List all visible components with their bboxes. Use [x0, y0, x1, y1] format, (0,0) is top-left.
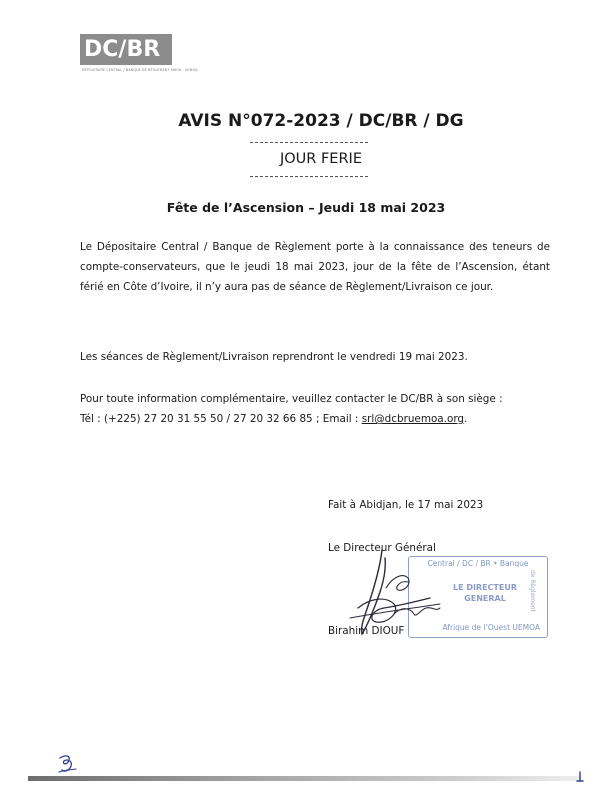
stamp-center-line1: LE DIRECTEUR [452, 583, 518, 592]
contact-details [80, 409, 550, 429]
logo-tagline: DÉPOSITAIRE CENTRAL / BANQUE DE RÈGLEMENT UMOA · UEMOA [82, 68, 198, 72]
handwritten-initials [56, 752, 80, 776]
contact-end: . [464, 413, 468, 425]
dashed-divider-bottom [250, 176, 368, 177]
signatory-name: Birahim DIOUF [328, 625, 405, 637]
notice-subtitle: JOUR FERIE [279, 151, 362, 167]
contact-intro: Pour toute information complémentaire, veuillez contacter le DC/BR à son siège : [80, 393, 503, 405]
paragraph-announcement: Le Dépositaire Central / Banque de Règlement porte à la connaissance des teneurs de compte-conservateurs, que le jeudi 18 mai 2023, jour de la fête de l’Ascension, étant férié en Côte d’Ivoire, il n’y aura pas de séance de Règlement/Livraison ce jour. [80, 241, 550, 293]
stamp-top-text: Central / DC / BR • Banque [427, 559, 529, 568]
contact-phones: Tél : (+225) 27 20 31 55 50 / 27 20 32 66 85 ; Email : [80, 413, 362, 425]
logo-text: DC/BR [84, 37, 161, 62]
paragraph-contact [80, 389, 550, 429]
notice-title: AVIS N°072-2023 / DC/BR / DG [178, 111, 464, 131]
footer-bar [28, 776, 580, 781]
corner-mark [576, 771, 584, 783]
signatory-role: Le Directeur Général [328, 542, 436, 554]
dcbr-logo [80, 34, 198, 74]
stamp-center-line2: GENERAL [464, 594, 506, 603]
place-date: Fait à Abidjan, le 17 mai 2023 [328, 499, 484, 511]
stamp-bottom-text: Afrique de l’Ouest UEMOA [442, 623, 540, 632]
handwritten-signature [290, 548, 470, 638]
paragraph-resumption: Les séances de Règlement/Livraison reprendront le vendredi 19 mai 2023. [80, 351, 468, 363]
dashed-divider-top [250, 142, 368, 143]
event-heading: Fête de l’Ascension – Jeudi 18 mai 2023 [166, 200, 446, 215]
email-link[interactable]: srl@dcbruemoa.org [361, 413, 465, 425]
stamp-side-text: de Règlement [529, 570, 536, 612]
